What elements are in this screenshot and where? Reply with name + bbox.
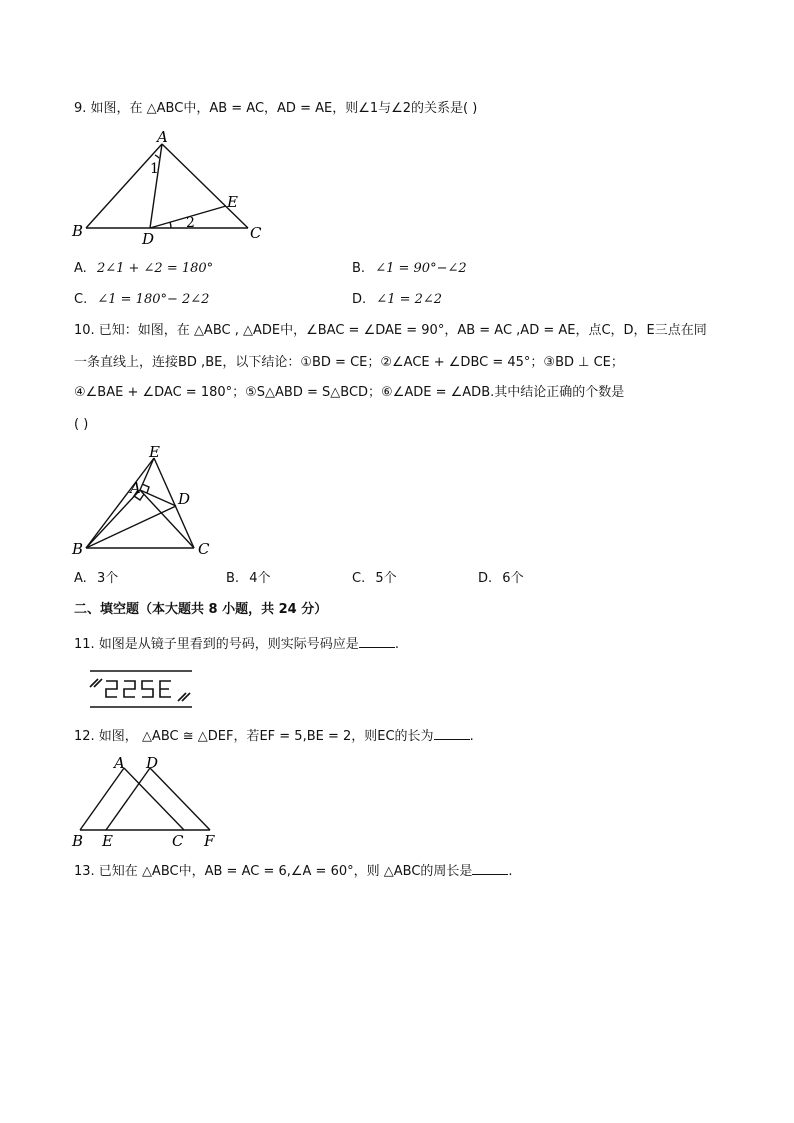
segment-be	[86, 458, 154, 548]
angle-1-label: 1	[150, 161, 159, 177]
slash-right-1	[178, 693, 186, 701]
option-label: D.	[352, 292, 367, 307]
label-c: C	[250, 224, 262, 242]
question-10-line-2: 一条直线上，连接BD ,BE，以下结论：①BD = CE；②∠ACE + ∠DBC = 45°；③BD ⊥ CE；	[74, 355, 624, 370]
question-9-stem: 9. 如图，在 △ABC中，AB = AC，AD = AE，则∠1与∠2的关系是( )	[74, 101, 478, 116]
slash-right-2	[182, 693, 190, 701]
label-e: E	[149, 443, 160, 461]
segment-ba	[86, 490, 140, 548]
question-10-line-3: ④∠BAE + ∠DAC = 180°；⑤S△ABD = S△BCD；⑥∠ADE = ∠ADB.其中结论正确的个数是	[74, 385, 625, 400]
question-10-option-b	[226, 570, 270, 588]
question-13-period: .	[508, 864, 513, 879]
label-d: D	[178, 490, 191, 508]
option-text: ∠1 = 180°− 2∠2	[97, 292, 210, 307]
question-10-option-c	[352, 570, 397, 588]
mirror-digit-1	[106, 681, 117, 697]
answer-blank	[434, 727, 470, 740]
question-10-option-a	[74, 570, 118, 588]
option-label: B.	[352, 261, 366, 276]
question-11-stem	[74, 635, 399, 654]
question-12-figure	[66, 752, 226, 852]
segment-ad	[150, 144, 162, 228]
slash-left-1	[90, 679, 98, 687]
label-c: C	[198, 540, 210, 558]
label-d: D	[146, 754, 159, 772]
question-10-figure	[60, 440, 230, 560]
question-9-option-c	[74, 291, 209, 309]
option-label: C.	[352, 571, 366, 586]
question-10-option-d	[478, 570, 524, 588]
angle-2-label: 2	[186, 215, 195, 231]
question-11-text: 11. 如图是从镜子里看到的号码，则实际号码应是	[74, 637, 359, 652]
label-a: A	[114, 754, 125, 772]
mirror-digit-3	[142, 681, 153, 697]
segment-df	[150, 768, 210, 830]
label-a: A	[157, 128, 168, 146]
segment-ab	[86, 144, 162, 228]
option-label: A.	[74, 261, 87, 276]
angle-2-arc	[170, 222, 171, 228]
segment-ac	[162, 144, 248, 228]
question-10-line-1: 10. 已知：如图，在 △ABC , △ADE中，∠BAC = ∠DAE = 90°，AB = AC ,AD = AE，点C，D，E三点在同	[74, 323, 707, 338]
answer-blank	[359, 635, 395, 648]
option-text: 6个	[502, 571, 524, 586]
label-b: B	[72, 222, 84, 240]
label-e: E	[227, 193, 238, 211]
question-11-period: .	[394, 637, 399, 652]
option-label: B.	[226, 571, 240, 586]
option-label: D.	[478, 571, 493, 586]
slash-left-2	[94, 679, 102, 687]
option-text: 3个	[96, 571, 119, 586]
label-d: D	[142, 230, 155, 246]
segment-ba	[80, 768, 124, 830]
question-12-text: 12. 如图， △ABC ≅ △DEF，若EF = 5,BE = 2，则EC的长为	[74, 729, 434, 744]
label-c: C	[172, 832, 184, 850]
label-b: B	[72, 832, 84, 850]
answer-blank	[472, 862, 508, 875]
option-text: 5个	[375, 571, 397, 586]
label-b: B	[72, 540, 84, 558]
section-2-title: 二、填空题（本大题共 8 小题，共 24 分）	[74, 602, 328, 617]
question-10-line-4: ( )	[74, 417, 89, 432]
option-label: A.	[74, 571, 87, 586]
question-9-option-b	[352, 260, 467, 278]
question-13-text: 13. 已知在 △ABC中，AB = AC = 6,∠A = 60°，则 △ABC的周长是	[74, 864, 473, 879]
angle-1-arc	[155, 155, 159, 158]
mirror-digit-4	[160, 681, 171, 697]
question-9-option-d	[352, 291, 442, 309]
label-a: A	[130, 479, 141, 497]
segment-bd	[86, 506, 176, 548]
label-f: F	[204, 832, 215, 850]
question-9-figure	[60, 128, 280, 246]
option-text: 4个	[249, 571, 271, 586]
mirror-number-figure	[86, 668, 198, 710]
question-9-option-a	[74, 260, 213, 278]
segment-ac	[124, 768, 184, 830]
segment-ad	[140, 490, 176, 506]
option-text: ∠1 = 90°−∠2	[375, 261, 467, 276]
mirror-digit-2	[124, 681, 135, 697]
question-12-period: .	[469, 729, 474, 744]
option-text: ∠1 = 2∠2	[376, 292, 443, 307]
question-13-stem	[74, 862, 513, 881]
label-e: E	[102, 832, 113, 850]
question-12-stem	[74, 727, 474, 746]
option-label: C.	[74, 292, 88, 307]
option-text: 2∠1 + ∠2 = 180°	[96, 261, 214, 276]
segment-ed	[106, 768, 150, 830]
